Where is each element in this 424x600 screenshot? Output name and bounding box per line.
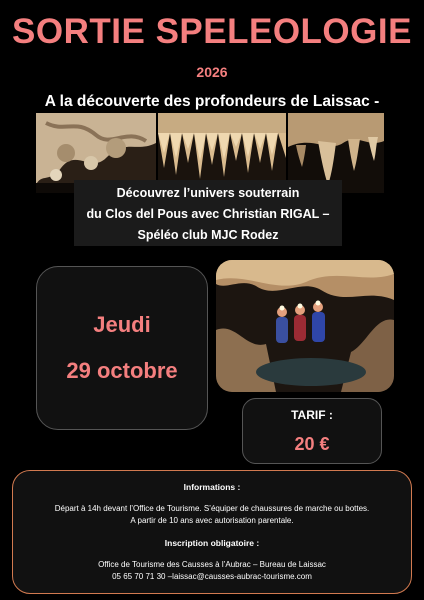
subtitle: A la découverte des profondeurs de Laissac - [44, 93, 380, 110]
date-value: 29 octobre [66, 358, 178, 383]
inscription-heading: Inscription obligatoire : [164, 538, 260, 548]
info-line-1: Départ à 14h devant l’Office de Tourisme. S’équiper de chaussures de marche ou bottes. [54, 504, 370, 513]
date-box [36, 266, 208, 430]
cave-explorers-photo [216, 260, 394, 392]
description-line-2: du Clos del Pous avec Christian RIGAL – [86, 207, 330, 221]
date-day: Jeudi [93, 312, 151, 337]
description-line-1: Découvrez l’univers souterrain [116, 186, 300, 200]
tarif-price: 20 € [294, 434, 330, 454]
description-banner [74, 180, 342, 246]
contact-line-2[interactable]: 05 65 70 71 30 –laissac@causses-aubrac-tourisme.com [112, 572, 312, 581]
tarif-box [242, 398, 382, 464]
year: 2026 [196, 64, 228, 80]
info-box [12, 470, 412, 594]
info-line-2: A partir de 10 ans avec autorisation parentale. [130, 516, 294, 525]
description-line-3: Spéléo club MJC Rodez [137, 228, 279, 242]
contact-line-1: Office de Tourisme des Causses à l’Aubrac – Bureau de Laissac [98, 560, 326, 569]
tarif-label: TARIF : [291, 408, 333, 422]
page-title: SORTIE SPELEOLOGIE [12, 12, 412, 51]
info-heading: Informations : [183, 482, 241, 492]
